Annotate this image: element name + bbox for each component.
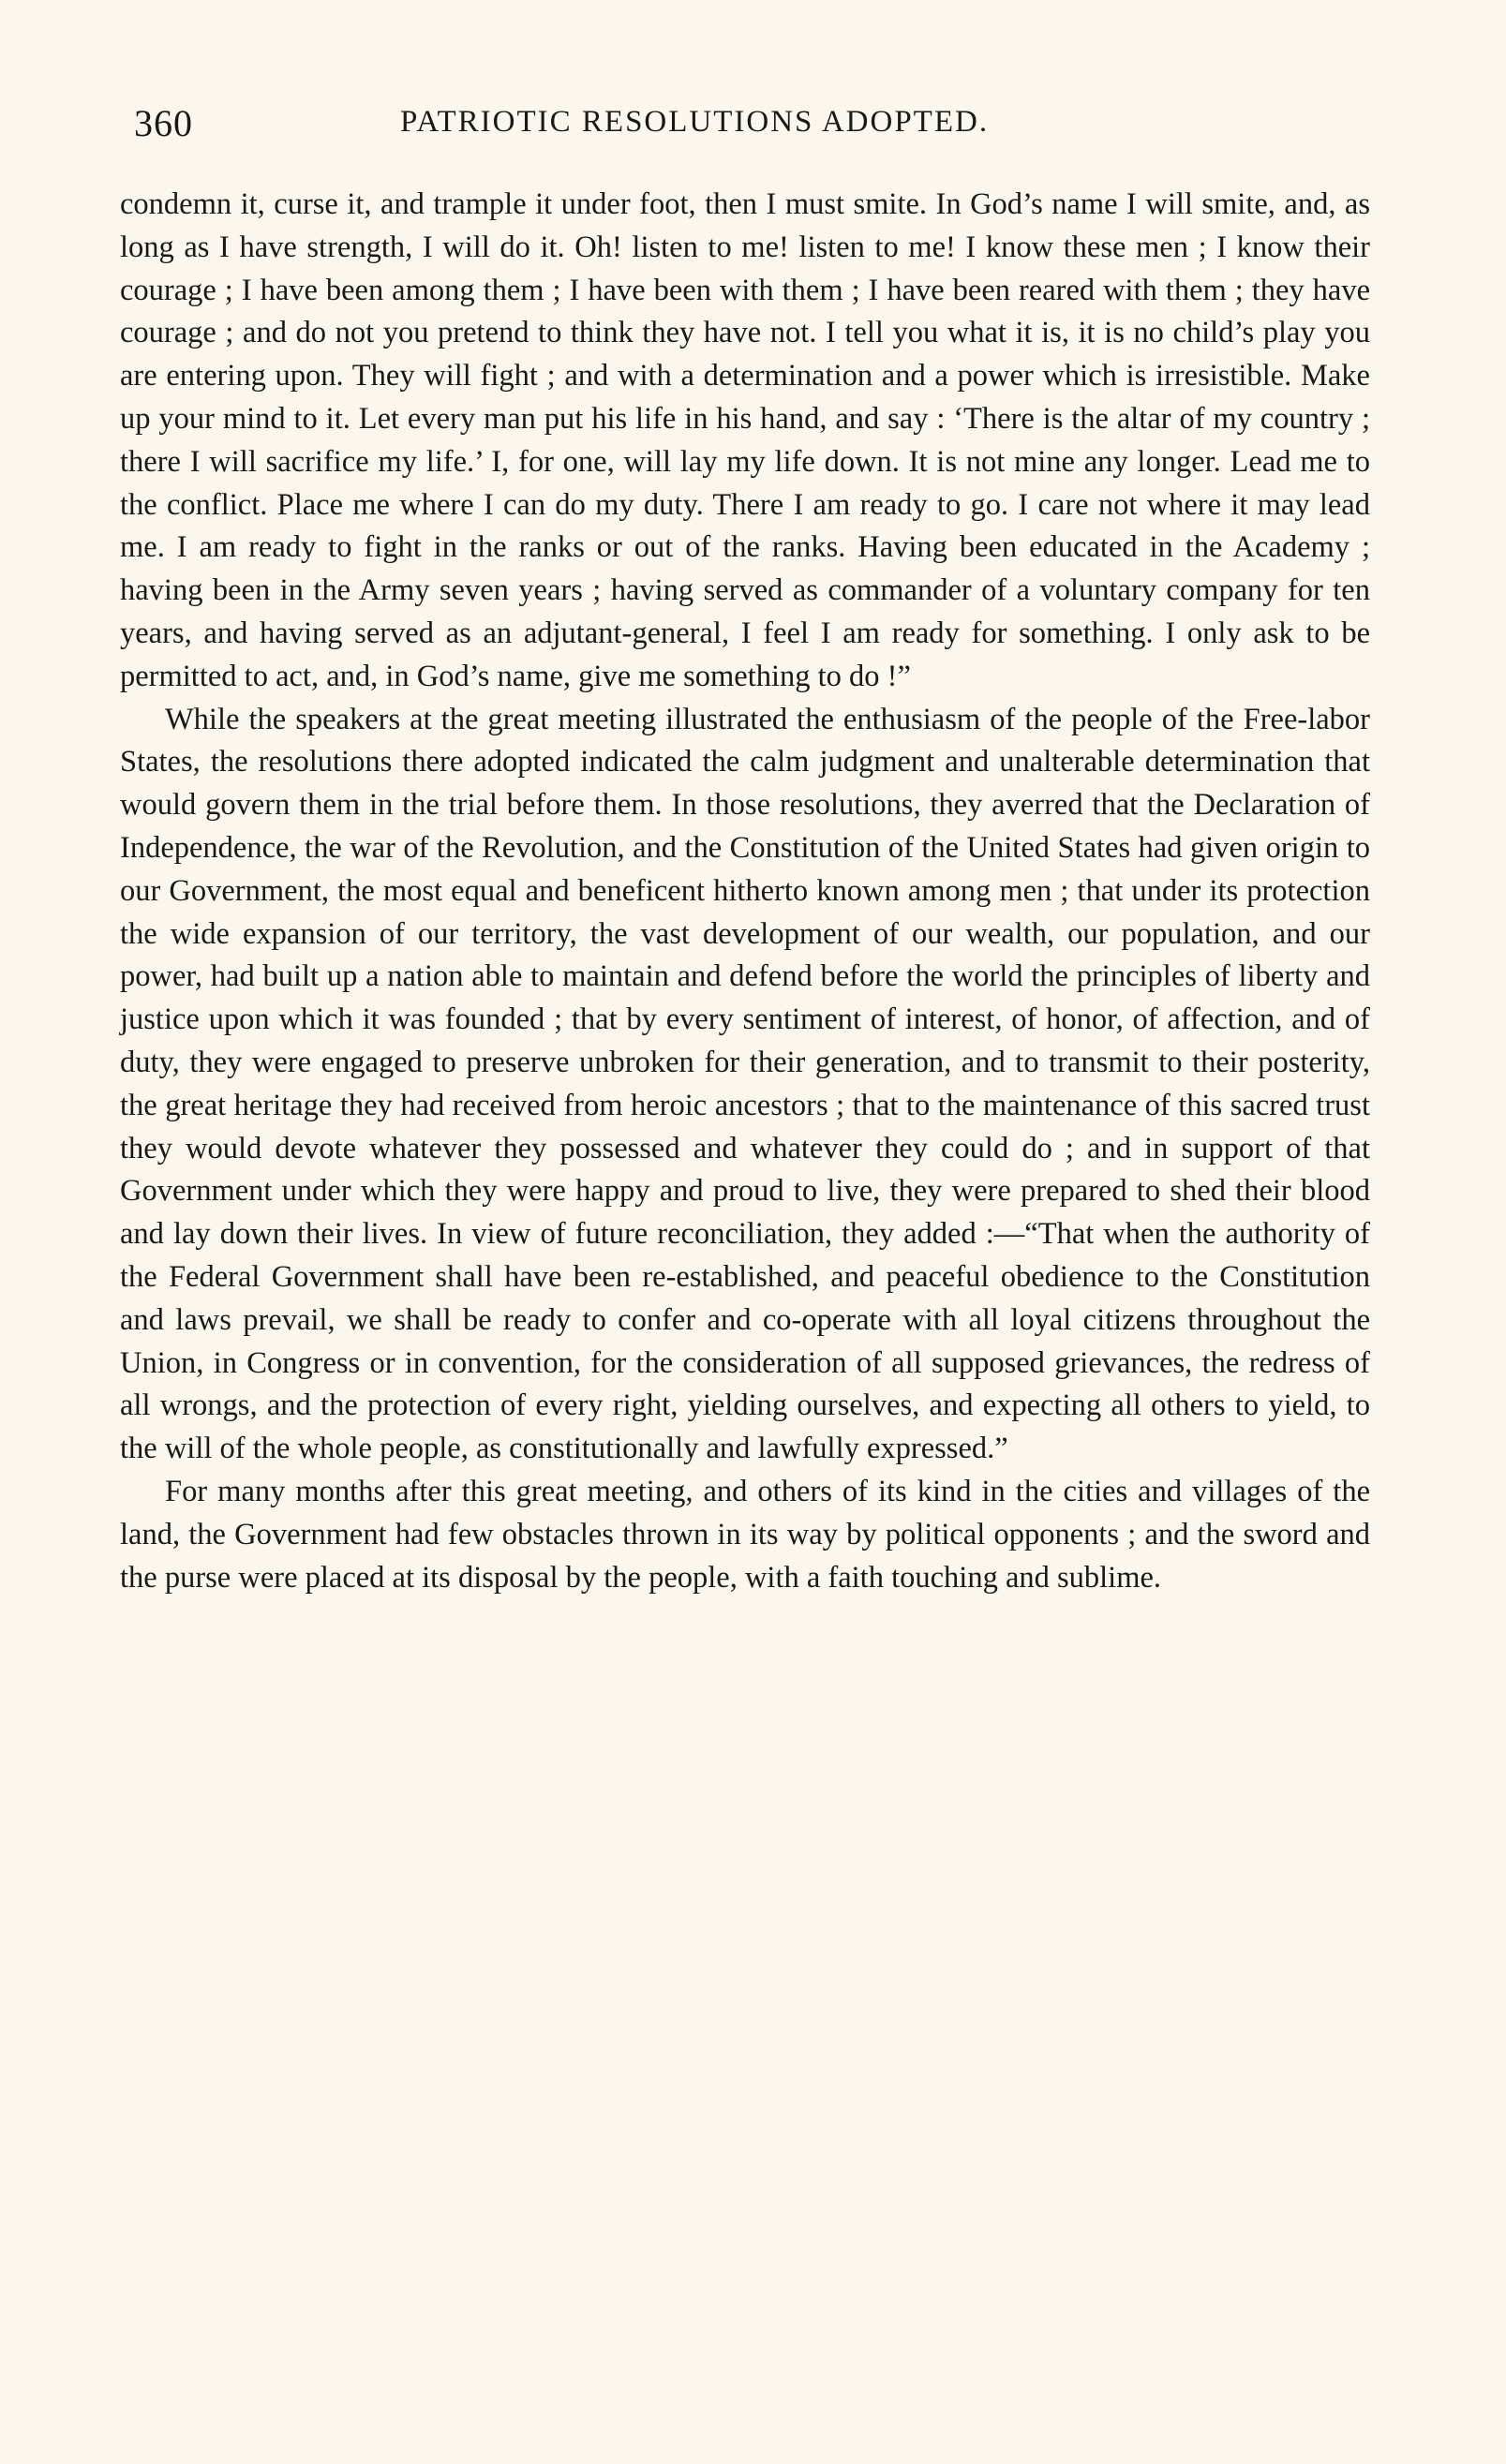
page-number: 360: [134, 102, 193, 144]
body-text: [120, 184, 1370, 1599]
page-header: [134, 101, 1371, 152]
running-head: PATRIOTIC RESOLUTIONS ADOPTED.: [400, 105, 990, 139]
paragraph-resolutions: While the speakers at the great meeting illustrated the enthusiasm of the people of the Free-labor States, the resolutions there adopted indicated the calm judgment and unalterable determination that would govern them in the trial before them. In those resolutions, they averred that the Declaration of Independence, the war of the Revolution, and the Constitution of the United States had given origin to our Government, the most equal and beneficent hitherto known among men ; that under its protection the wide expansion of our territory, the vast development of our wealth, our population, and our power, had built up a nation able to maintain and defend before the world the principles of liberty and justice upon which it was founded ; that by every sentiment of interest, of honor, of affection, and of duty, they were engaged to preserve unbroken for their generation, and to transmit to their posterity, the great heritage they had received from heroic ancestors ; that to the maintenance of this sacred trust they would devote whatever they possessed and whatever they could do ; and in support of that Government under which they were happy and proud to live, they were prepared to shed their blood and lay down their lives. In view of future reconciliation, they added :—“That when the authority of the Federal Government shall have been re-established, and peaceful obedience to the Constitution and laws prevail, we shall be ready to confer and co-operate with all loyal citizens throughout the Union, in Congress or in convention, for the consideration of all supposed grievances, the redress of all wrongs, and the protection of every right, yielding ourselves, and expecting all others to yield, to the will of the whole people, as constitutionally and lawfully expressed.”: [120, 702, 1370, 1466]
paragraph-conclusion: For many months after this great meeting, and others of its kind in the cities and villages of the land, the Government had few obstacles thrown in its way by political opponents ; and the sword and the purse were placed at its disposal by the people, with a faith touching and sublime.: [120, 1474, 1370, 1595]
paragraph-continuation: condemn it, curse it, and trample it under foot, then I must smite. In God’s name I will smite, and, as long as I have strength, I will do it. Oh! listen to me! listen to me! I know these men ; I know their courage ; I have been among them ; I have been with them ; I have been reared with them ; they have courage ; and do not you pretend to think they have not. I tell you what it is, it is no child’s play you are entering upon. They will fight ; and with a determination and a power which is irresistible. Make up your mind to it. Let every man put his life in his hand, and say : ‘There is the altar of my country ; there I will sacrifice my life.’ I, for one, will lay my life down. It is not mine any longer. Lead me to the conflict. Place me where I can do my duty. There I am ready to go. I care not where it may lead me. I am ready to fight in the ranks or out of the ranks. Having been educated in the Academy ; having been in the Army seven years ; having served as commander of a voluntary company for ten years, and having served as an adjutant-general, I feel I am ready for something. I only ask to be permitted to act, and, in God’s name, give me something to do !”: [120, 187, 1370, 693]
